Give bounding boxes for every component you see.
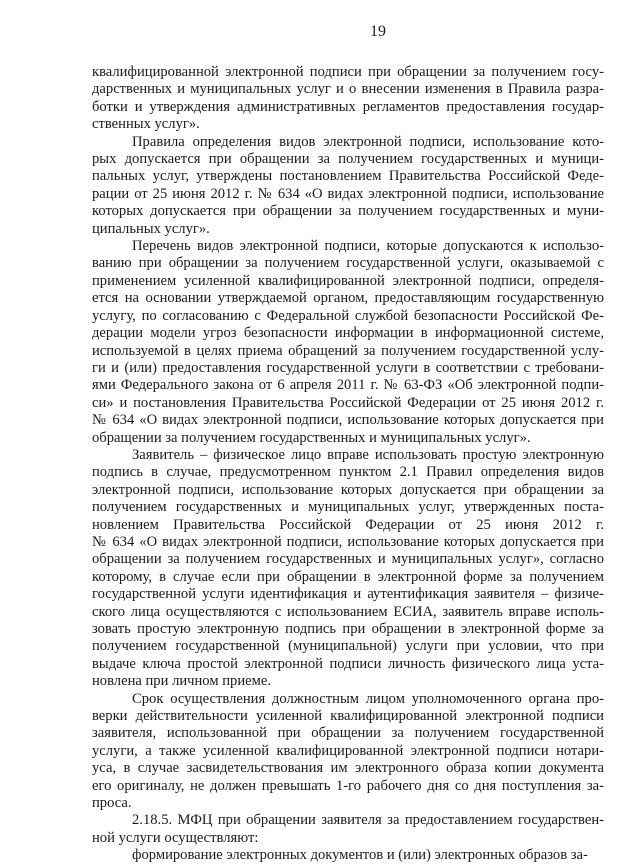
text-line: получением государственных и муниципальных услуг, утвержденных поста-	[92, 499, 604, 516]
text-line: новлена при личном приеме.	[92, 673, 271, 690]
text-line: его оригиналу, не должен превышать 1-го рабочего дня со дня поступления за-	[92, 777, 604, 794]
text-line: № 634 «О видах электронной подписи, использование которых допускается при	[92, 412, 604, 429]
text-line: услугу, по согласованию с Федеральной службой безопасности Российской Фе-	[92, 307, 604, 324]
text-line: обращении за получением государственных и муниципальных услуг», согласно	[92, 551, 604, 568]
text-line: Срок осуществления должностным лицом уполномоченного органа про-	[132, 690, 604, 707]
text-line: зовать простую электронную подпись при обращении в электронной форме за	[92, 621, 604, 637]
text-line: си» и постановления Правительства Российской Федерации от 25 июня 2012 г.	[92, 394, 604, 411]
text-line: формирование электронных документов и (или) электронных образов за-	[132, 847, 588, 864]
text-line: Заявитель – физическое лицо вправе использовать простую электронную	[132, 446, 604, 463]
text-line: Перечень видов электронной подписи, которые допускаются к использо-	[132, 238, 604, 255]
text-line: заявителя, использованной при обращении за получением государственной	[92, 725, 604, 742]
text-line: ципальных услуг».	[92, 220, 210, 237]
text-line: ственных услуг».	[92, 116, 200, 133]
text-line: ями Федерального закона от 6 апреля 2011 г. № 63-ФЗ «Об электронной подпи-	[92, 377, 604, 394]
text-line: используемой в целях приема обращений за получением государственной услу-	[92, 342, 604, 359]
text-line: получением государственной (муниципальной) услуги при условии, что при	[92, 638, 604, 655]
text-line: 2.18.5. МФЦ при обращении заявителя за предоставлением государствен-	[132, 812, 604, 829]
paragraph	[92, 134, 604, 238]
document-body	[92, 64, 604, 865]
text-line: ется на основании утверждаемой органом, предоставляющим государственную	[92, 290, 604, 307]
text-line: услуги, а также усиленной квалифицированной электронной подписи нотари-	[92, 742, 604, 759]
text-line: новлением Правительства Российской Федерации от 25 июня 2012 г.	[92, 516, 604, 533]
text-line: ной услуги осуществляют:	[92, 829, 259, 846]
text-line: ского лица осуществляются с использованием ЕСИА, заявитель вправе исполь-	[92, 603, 604, 620]
text-line: которому, в случае если при обращении в электронной форме за получением	[92, 568, 604, 585]
text-line: электронной подписи, использование которых допускается при обращении за	[92, 481, 604, 498]
paragraph	[92, 238, 604, 447]
text-line: уса, в случае засвидетельствования им электронного образа копии документа	[92, 760, 604, 777]
paragraph	[92, 64, 604, 134]
text-line: государственной услуги идентификация и аутентификация заявителя – физиче-	[92, 586, 604, 603]
paragraph	[92, 847, 604, 864]
text-line: проса.	[92, 795, 132, 812]
text-line: рых допускается при обращении за получением государственных и муници-	[92, 151, 604, 168]
text-line: дерации модели угроз безопасности информации в информационной системе,	[92, 325, 604, 342]
text-line: ботки и утверждения административных регламентов предоставления государ-	[92, 98, 604, 115]
text-line: подпись в случае, предусмотренном пунктом 2.1 Правил определения видов	[92, 464, 604, 481]
paragraph	[92, 447, 604, 691]
paragraph	[92, 691, 604, 813]
text-line: выдаче ключа простой электронной подписи личность физического лица уста-	[92, 655, 604, 672]
text-line: рации от 25 июня 2012 г. № 634 «О видах электронной подписи, использование	[92, 185, 604, 202]
text-line: ги и (или) предоставления государственной услуги в соответствии с требовани-	[92, 359, 604, 376]
text-line: обращении за получением государственных и муниципальных услуг».	[92, 429, 531, 446]
text-line: применением усиленной квалифицированной электронной подписи, определя-	[92, 272, 604, 289]
text-line: верки действительности усиленной квалифицированной электронной подписи	[92, 708, 604, 725]
text-line: № 634 «О видах электронной подписи, использование которых допускается при	[92, 533, 604, 550]
text-line: Правила определения видов электронной подписи, использование кото-	[132, 133, 604, 150]
text-line: пальных услуг, утверждены постановлением Правительства Российской Феде-	[92, 168, 604, 185]
paragraph	[92, 812, 604, 847]
text-line: ванию при обращении за получением государственной услуги, оказываемой с	[92, 255, 604, 272]
text-line: дарственных и муниципальных услуг и о внесении изменения в Правила разра-	[92, 81, 604, 98]
text-line: которых допускается при обращении за получением государственных и муни-	[92, 203, 604, 220]
text-line: квалифицированной электронной подписи при обращении за получением госу-	[92, 64, 604, 80]
page-number: 19	[370, 23, 386, 40]
